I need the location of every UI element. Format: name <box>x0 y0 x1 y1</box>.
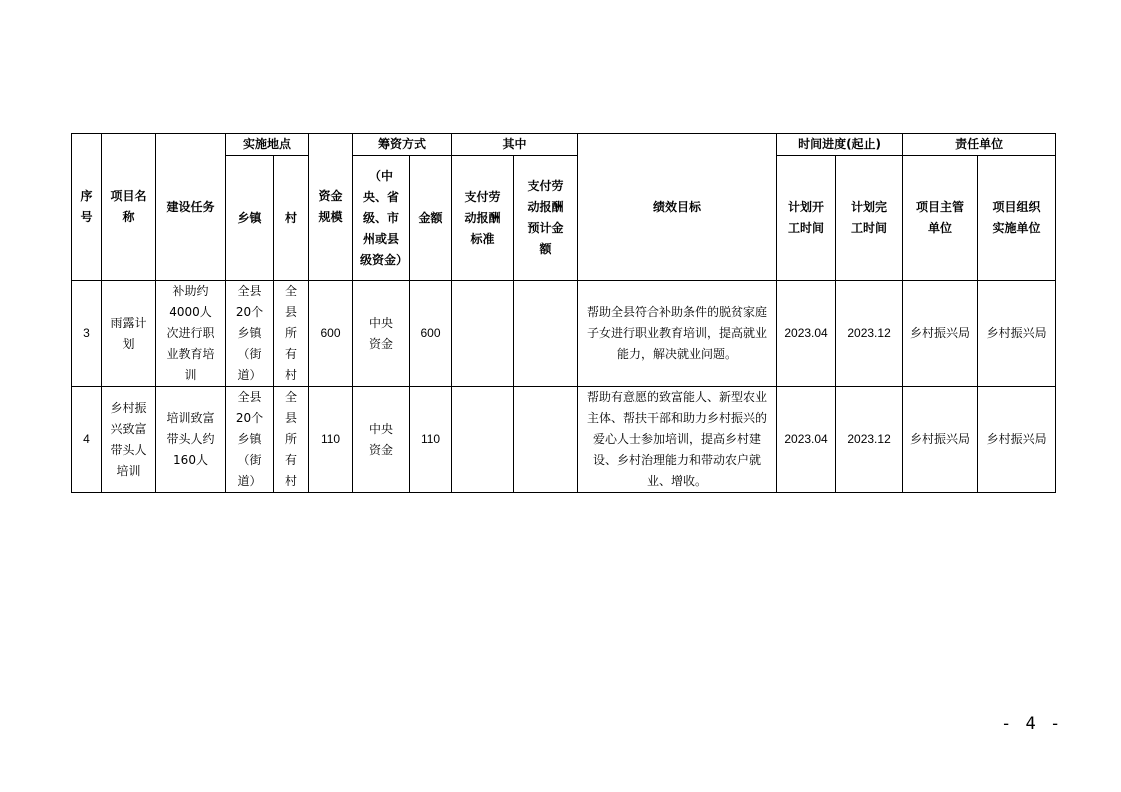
row-end: 2023.12 <box>836 387 903 493</box>
row-labor-est <box>514 387 578 493</box>
header-among: 其中 <box>452 134 578 156</box>
row-task: 培训致富带头人约160人 <box>156 387 226 493</box>
row-source: 中央资金 <box>353 387 410 493</box>
row-town: 全县20个乡镇（街道） <box>226 281 274 387</box>
header-scale: 资金规模 <box>309 134 353 281</box>
row-scale: 110 <box>309 387 353 493</box>
row-dept: 乡村振兴局 <box>903 387 978 493</box>
row-goal: 帮助有意愿的致富能人、新型农业主体、帮扶干部和助力乡村振兴的爱心人士参加培训，提高乡村建设、乡村治理能力和带动农户就业、增收。 <box>578 387 777 493</box>
header-task: 建设任务 <box>156 134 226 281</box>
header-dept: 项目主管单位 <box>903 156 978 281</box>
header-start: 计划开工时间 <box>777 156 836 281</box>
header-location: 实施地点 <box>226 134 309 156</box>
row-village: 全县所有村 <box>274 281 309 387</box>
row-village: 全县所有村 <box>274 387 309 493</box>
header-name: 项目名称 <box>102 134 156 281</box>
row-dept: 乡村振兴局 <box>903 281 978 387</box>
page-number: - 4 - <box>1001 714 1063 734</box>
row-amount: 110 <box>410 387 452 493</box>
row-name: 雨露计划 <box>102 281 156 387</box>
row-seq: 3 <box>72 281 102 387</box>
row-source: 中央资金 <box>353 281 410 387</box>
row-name: 乡村振兴致富带头人培训 <box>102 387 156 493</box>
project-table <box>71 133 1056 493</box>
header-amount: 金额 <box>410 156 452 281</box>
row-scale: 600 <box>309 281 353 387</box>
header-seq: 序号 <box>72 134 102 281</box>
header-labor-std: 支付劳动报酬标准 <box>452 156 514 281</box>
row-labor-std <box>452 387 514 493</box>
row-amount: 600 <box>410 281 452 387</box>
row-seq: 4 <box>72 387 102 493</box>
header-end: 计划完工时间 <box>836 156 903 281</box>
row-org: 乡村振兴局 <box>978 387 1056 493</box>
row-org: 乡村振兴局 <box>978 281 1056 387</box>
header-funding: 筹资方式 <box>353 134 452 156</box>
row-town: 全县20个乡镇（街道） <box>226 387 274 493</box>
row-start: 2023.04 <box>777 281 836 387</box>
header-goal: 绩效目标 <box>578 134 777 281</box>
row-labor-est <box>514 281 578 387</box>
header-org: 项目组织实施单位 <box>978 156 1056 281</box>
row-end: 2023.12 <box>836 281 903 387</box>
header-resp: 责任单位 <box>903 134 1056 156</box>
row-goal: 帮助全县符合补助条件的脱贫家庭子女进行职业教育培训，提高就业能力，解决就业问题。 <box>578 281 777 387</box>
header-schedule: 时间进度(起止) <box>777 134 903 156</box>
row-start: 2023.04 <box>777 387 836 493</box>
header-town: 乡镇 <box>226 156 274 281</box>
table-row <box>72 281 1056 387</box>
header-village: 村 <box>274 156 309 281</box>
header-source: （中央、省级、市州或县级资金） <box>353 156 410 281</box>
row-task: 补助约4000人次进行职业教育培训 <box>156 281 226 387</box>
table-row <box>72 387 1056 493</box>
row-labor-std <box>452 281 514 387</box>
header-labor-est: 支付劳动报酬预计金额 <box>514 156 578 281</box>
